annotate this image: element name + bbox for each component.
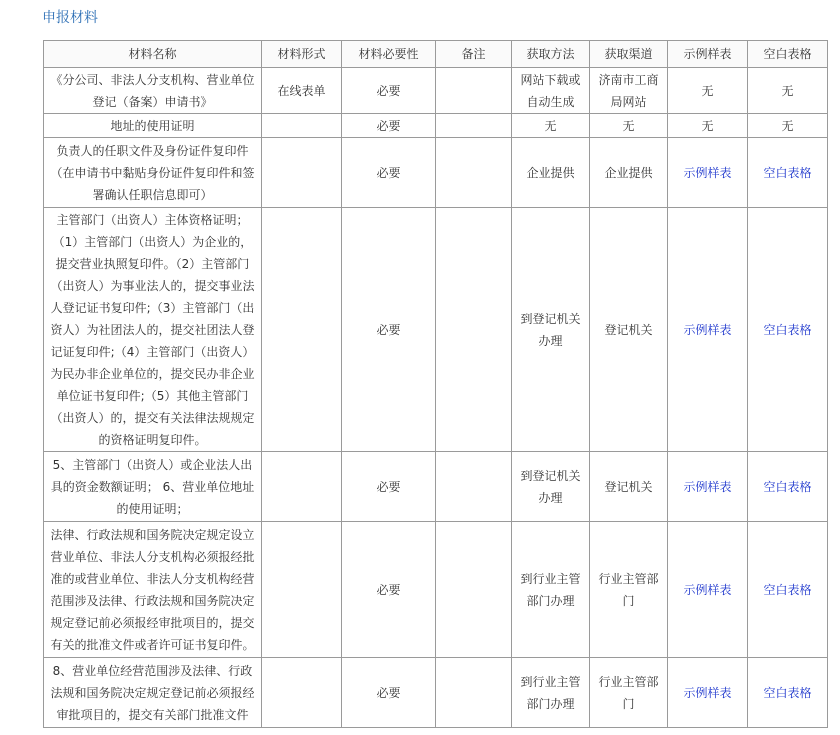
material-channel: 无 [590, 114, 668, 138]
material-necessity: 必要 [342, 68, 436, 114]
material-name: 负责人的任职文件及身份证件复印件（在申请书中黏贴身份证件复印件和签署确认任职信息即可） [44, 138, 262, 208]
header-material-name: 材料名称 [44, 41, 262, 68]
header-blank: 空白表格 [748, 41, 828, 68]
material-channel: 行业主管部门 [590, 658, 668, 728]
material-name: 《分公司、非法人分支机构、营业单位登记（备案）申请书》 [44, 68, 262, 114]
material-note [436, 452, 512, 522]
material-channel: 行业主管部门 [590, 522, 668, 658]
header-method: 获取方法 [512, 41, 590, 68]
material-channel: 企业提供 [590, 138, 668, 208]
material-note [436, 208, 512, 452]
sample-table-link[interactable]: 示例样表 [668, 138, 748, 208]
material-method: 到登记机关办理 [512, 452, 590, 522]
table-row [44, 658, 828, 728]
material-note [436, 68, 512, 114]
material-necessity: 必要 [342, 452, 436, 522]
material-method: 到行业主管部门办理 [512, 658, 590, 728]
material-form [262, 114, 342, 138]
table-row [44, 114, 828, 138]
material-name: 主管部门（出资人）主体资格证明；（1）主管部门（出资人）为企业的，提交营业执照复印件。（2）主管部门（出资人）为事业法人的，提交事业法人登记证书复印件;（3）主管部门（出资人）为社团法人的，提交社团法人登记证复印件;（4）主管部门（出资人）为民办非企业单位的，提交民办非企业单位证书复印件;（5）其他主管部门（出资人）的，提交有关法律法规规定的资格证明复印件。 [44, 208, 262, 452]
blank-form-link[interactable]: 空白表格 [748, 452, 828, 522]
header-material-form: 材料形式 [262, 41, 342, 68]
blank-form-link[interactable]: 空白表格 [748, 522, 828, 658]
material-method: 到登记机关办理 [512, 208, 590, 452]
header-sample: 示例样表 [668, 41, 748, 68]
material-note [436, 114, 512, 138]
table-header-row [44, 41, 828, 68]
material-method: 网站下载或自动生成 [512, 68, 590, 114]
material-name: 8、营业单位经营范围涉及法律、行政法规和国务院决定规定登记前必须报经审批项目的，提交有关部门批准文件 [44, 658, 262, 728]
material-form [262, 658, 342, 728]
material-method: 到行业主管部门办理 [512, 522, 590, 658]
material-sample: 无 [668, 114, 748, 138]
header-necessity: 材料必要性 [342, 41, 436, 68]
material-form [262, 522, 342, 658]
blank-form-link[interactable]: 空白表格 [748, 208, 828, 452]
table-row [44, 452, 828, 522]
material-channel: 登记机关 [590, 208, 668, 452]
blank-form-link[interactable]: 空白表格 [748, 658, 828, 728]
table-row [44, 208, 828, 452]
material-name: 5、主管部门（出资人）或企业法人出具的资金数额证明； 6、营业单位地址的使用证明； [44, 452, 262, 522]
material-note [436, 522, 512, 658]
material-necessity: 必要 [342, 114, 436, 138]
material-form [262, 138, 342, 208]
sample-table-link[interactable]: 示例样表 [668, 208, 748, 452]
section-title: 申报材料 [42, 10, 98, 26]
table-row [44, 522, 828, 658]
sample-table-link[interactable]: 示例样表 [668, 522, 748, 658]
material-necessity: 必要 [342, 658, 436, 728]
material-form: 在线表单 [262, 68, 342, 114]
material-form [262, 452, 342, 522]
material-channel: 济南市工商局网站 [590, 68, 668, 114]
material-note [436, 138, 512, 208]
material-note [436, 658, 512, 728]
sample-table-link[interactable]: 示例样表 [668, 658, 748, 728]
material-method: 无 [512, 114, 590, 138]
material-blank: 无 [748, 114, 828, 138]
materials-table [43, 40, 828, 728]
sample-table-link[interactable]: 示例样表 [668, 452, 748, 522]
material-name: 法律、行政法规和国务院决定规定设立营业单位、非法人分支机构必须报经批准的或营业单位、非法人分支机构经营范围涉及法律、行政法规和国务院决定规定登记前必须报经审批项目的，提交有关的批准文件或者许可证书复印件。 [44, 522, 262, 658]
material-necessity: 必要 [342, 522, 436, 658]
table-row [44, 68, 828, 114]
material-channel: 登记机关 [590, 452, 668, 522]
material-method: 企业提供 [512, 138, 590, 208]
material-necessity: 必要 [342, 138, 436, 208]
material-necessity: 必要 [342, 208, 436, 452]
header-channel: 获取渠道 [590, 41, 668, 68]
material-blank: 无 [748, 68, 828, 114]
material-sample: 无 [668, 68, 748, 114]
blank-form-link[interactable]: 空白表格 [748, 138, 828, 208]
material-form [262, 208, 342, 452]
material-name: 地址的使用证明 [44, 114, 262, 138]
header-note: 备注 [436, 41, 512, 68]
table-row [44, 138, 828, 208]
